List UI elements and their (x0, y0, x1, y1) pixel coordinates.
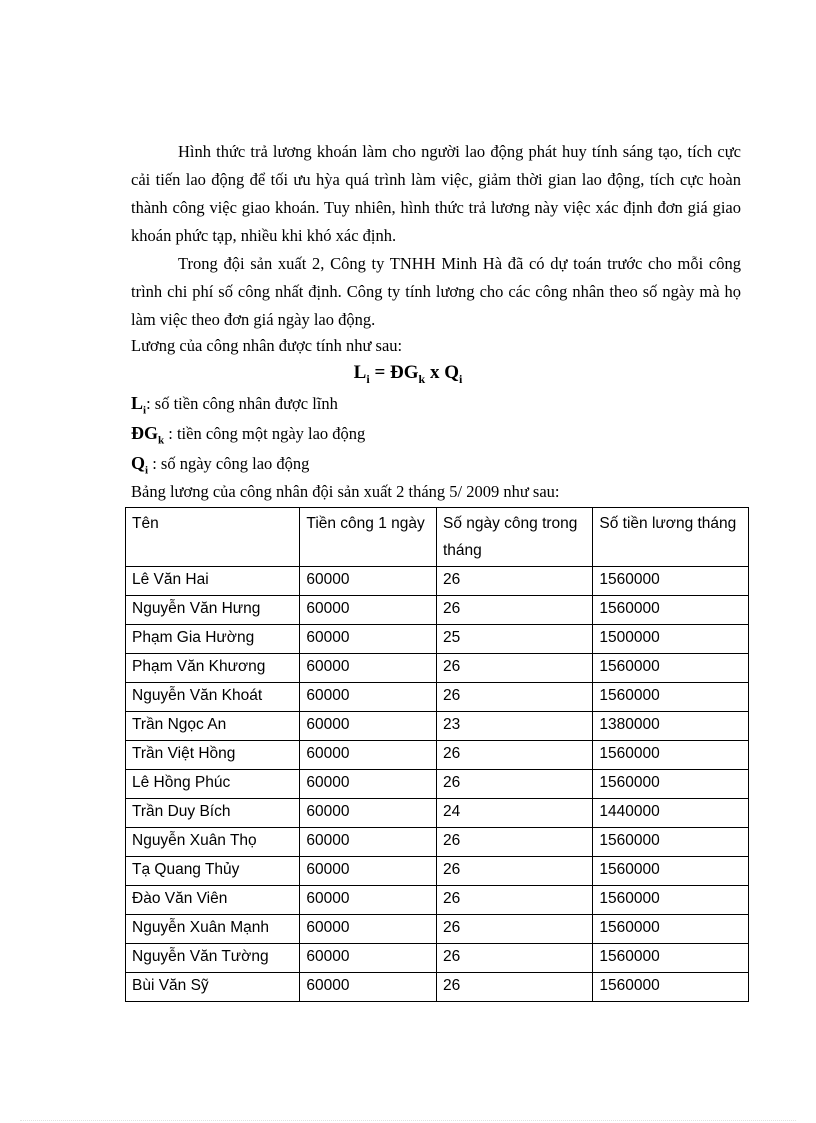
table-row (126, 828, 749, 857)
table-row (126, 567, 749, 596)
table-row (126, 799, 749, 828)
cell-name: Trần Ngọc An (126, 712, 300, 741)
cell-daily-wage: 60000 (300, 625, 437, 654)
cell-workdays: 25 (436, 625, 592, 654)
cell-workdays: 26 (436, 828, 592, 857)
cell-name: Bùi Văn Sỹ (126, 973, 300, 1002)
cell-daily-wage: 60000 (300, 567, 437, 596)
table-row (126, 654, 749, 683)
table-caption: Bảng lương của công nhân đội sản xuất 2 tháng 5/ 2009 như sau: (131, 482, 560, 501)
cell-workdays: 26 (436, 770, 592, 799)
salary-table-body (126, 567, 749, 1002)
cell-daily-wage: 60000 (300, 915, 437, 944)
cell-daily-wage: 60000 (300, 799, 437, 828)
definition-symbol: ĐG (131, 423, 158, 443)
cell-monthly-salary: 1560000 (593, 857, 749, 886)
paragraph-production-team: Trong đội sản xuất 2, Công ty TNHH Minh Hà đã có dự toán trước cho mỗi công trình chi phí số công nhất định. Công ty tính lương cho các công nhân theo số ngày mà họ làm việc theo đơn giá ngày lao động. (131, 254, 741, 329)
definition-dgk (131, 423, 365, 447)
cell-daily-wage: 60000 (300, 857, 437, 886)
cell-daily-wage: 60000 (300, 973, 437, 1002)
cell-daily-wage: 60000 (300, 596, 437, 625)
cell-name: Nguyễn Văn Khoát (126, 683, 300, 712)
wage-formula (0, 362, 816, 387)
cell-monthly-salary: 1560000 (593, 596, 749, 625)
cell-monthly-salary: 1560000 (593, 654, 749, 683)
table-row (126, 973, 749, 1002)
cell-daily-wage: 60000 (300, 828, 437, 857)
definition-text: : số ngày công lao động (148, 454, 310, 473)
definition-symbol: Q (131, 453, 146, 473)
table-row (126, 741, 749, 770)
cell-workdays: 24 (436, 799, 592, 828)
cell-workdays: 26 (436, 886, 592, 915)
cell-monthly-salary: 1560000 (593, 886, 749, 915)
paragraph-formula-intro: Lương của công nhân được tính như sau: (131, 336, 403, 355)
cell-monthly-salary: 1560000 (593, 828, 749, 857)
cell-workdays: 26 (436, 567, 592, 596)
cell-name: Trần Duy Bích (126, 799, 300, 828)
cell-workdays: 26 (436, 857, 592, 886)
column-header-monthly-salary: Số tiền lương tháng (593, 508, 749, 567)
table-header-row (126, 508, 749, 567)
definition-li (131, 393, 338, 417)
cell-workdays: 26 (436, 973, 592, 1002)
cell-daily-wage: 60000 (300, 683, 437, 712)
cell-workdays: 26 (436, 654, 592, 683)
cell-name: Lê Văn Hai (126, 567, 300, 596)
formula-lhs: L (353, 362, 367, 383)
table-row (126, 683, 749, 712)
cell-monthly-salary: 1500000 (593, 625, 749, 654)
definition-qi (131, 453, 309, 477)
column-header-name: Tên (126, 508, 300, 567)
cell-monthly-salary: 1560000 (593, 741, 749, 770)
cell-monthly-salary: 1560000 (593, 683, 749, 712)
formula-q: Q (444, 362, 459, 383)
definition-symbol-sub: k (158, 434, 165, 447)
cell-monthly-salary: 1560000 (593, 567, 749, 596)
cell-workdays: 26 (436, 944, 592, 973)
definition-symbol: L (131, 393, 144, 413)
paragraph-piecework-wage: Hình thức trả lương khoán làm cho người lao động phát huy tính sáng tạo, tích cực cải tiến lao động để tối ưu hỳa quá trình làm việc, giảm thời gian lao động, tích cực hoàn thành công việc giao khoán. Tuy nhiên, hình thức trả lương này việc xác định đơn giá giao khoán phức tạp, nhiều khi khó xác định. (131, 142, 741, 245)
table-row (126, 770, 749, 799)
table-row (126, 625, 749, 654)
cell-workdays: 26 (436, 915, 592, 944)
cell-monthly-salary: 1560000 (593, 915, 749, 944)
cell-monthly-salary: 1560000 (593, 770, 749, 799)
page-bottom-rule (20, 1120, 796, 1121)
formula-lhs-sub: i (366, 371, 370, 386)
cell-name: Nguyễn Văn Hưng (126, 596, 300, 625)
cell-name: Tạ Quang Thủy (126, 857, 300, 886)
cell-daily-wage: 60000 (300, 944, 437, 973)
cell-name: Phạm Văn Khương (126, 654, 300, 683)
definition-symbol-sub: i (145, 464, 149, 477)
cell-daily-wage: 60000 (300, 886, 437, 915)
cell-name: Nguyễn Văn Tường (126, 944, 300, 973)
table-row (126, 712, 749, 741)
cell-name: Phạm Gia Hường (126, 625, 300, 654)
definition-text: : số tiền công nhân được lĩnh (146, 394, 338, 413)
cell-daily-wage: 60000 (300, 770, 437, 799)
column-header-workdays: Số ngày công trong tháng (436, 508, 592, 567)
table-row (126, 857, 749, 886)
salary-table (125, 507, 749, 1002)
formula-q-sub: i (458, 371, 463, 386)
cell-workdays: 26 (436, 683, 592, 712)
cell-workdays: 26 (436, 741, 592, 770)
cell-monthly-salary: 1560000 (593, 973, 749, 1002)
cell-monthly-salary: 1560000 (593, 944, 749, 973)
cell-workdays: 23 (436, 712, 592, 741)
cell-daily-wage: 60000 (300, 654, 437, 683)
cell-name: Nguyễn Xuân Thọ (126, 828, 300, 857)
cell-daily-wage: 60000 (300, 741, 437, 770)
table-row (126, 596, 749, 625)
table-row (126, 944, 749, 973)
table-row (126, 886, 749, 915)
formula-times: x (425, 362, 445, 383)
table-row (126, 915, 749, 944)
cell-daily-wage: 60000 (300, 712, 437, 741)
cell-name: Trần Việt Hồng (126, 741, 300, 770)
cell-name: Lê Hồng Phúc (126, 770, 300, 799)
formula-equals: = (369, 362, 391, 383)
cell-monthly-salary: 1440000 (593, 799, 749, 828)
definition-symbol-sub: i (143, 404, 147, 417)
cell-name: Nguyễn Xuân Mạnh (126, 915, 300, 944)
cell-name: Đào Văn Viên (126, 886, 300, 915)
cell-workdays: 26 (436, 596, 592, 625)
column-header-daily-wage: Tiền công 1 ngày (300, 508, 437, 567)
definition-text: : tiền công một ngày lao động (164, 424, 366, 443)
formula-dg-sub: k (418, 371, 426, 386)
cell-monthly-salary: 1380000 (593, 712, 749, 741)
formula-dg: ĐG (390, 362, 419, 383)
